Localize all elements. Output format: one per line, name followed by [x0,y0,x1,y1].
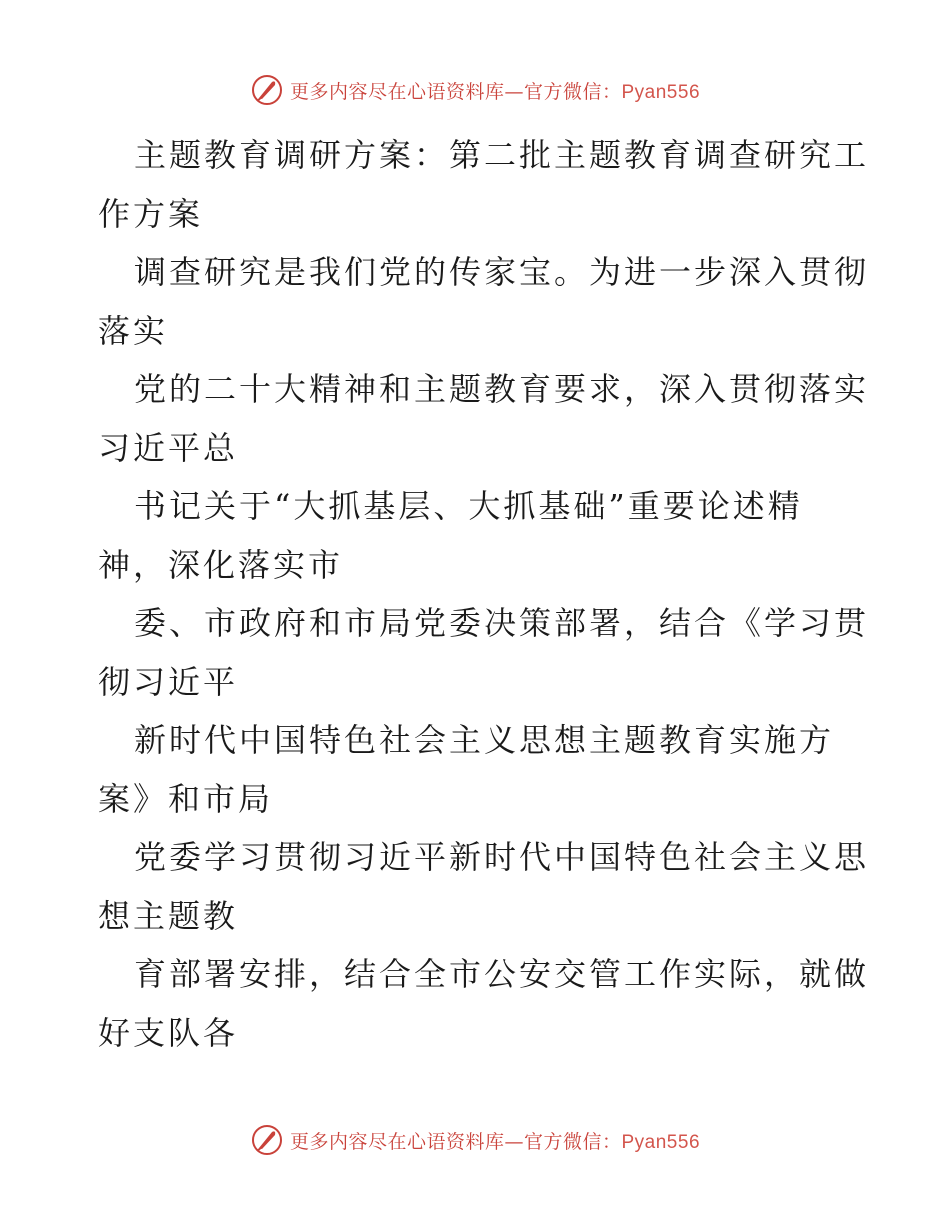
text-line: 党的二十大精神和主题教育要求，深入贯彻落实 [134,370,870,408]
text-line: 育部署安排，结合全市公安交管工作实际，就做 [134,955,870,993]
text-line: 调查研究是我们党的传家宝。为进一步深入贯彻 [134,253,870,291]
watermark-text [290,77,700,104]
header-watermark [0,70,950,110]
watermark-wechat-id: Pyan556 [621,1131,701,1153]
watermark-slogan: 更多内容尽在心语资料库—官方微信： [289,1130,622,1153]
text-line: 神，深化落实市 [98,545,344,584]
text-line: 新时代中国特色社会主义思想主题教育实施方 [134,721,835,759]
footer-watermark [0,1120,950,1160]
text-line: 案》和市局 [98,779,274,818]
text-line: 主题教育调研方案：第二批主题教育调查研究工 [134,136,870,174]
watermark-slogan: 更多内容尽在心语资料库—官方微信： [289,80,622,103]
feather-pen-logo-icon [250,1123,284,1157]
text-line: 落实 [98,311,169,350]
text-line: 委、市政府和市局党委决策部署，结合《学习贯 [134,604,870,642]
text-line: 想主题教 [98,896,239,935]
text-line: 党委学习贯彻习近平新时代中国特色社会主义思 [134,838,870,876]
watermark-wechat-id: Pyan556 [621,81,701,103]
feather-pen-logo-icon [250,73,284,107]
watermark-text [290,1127,700,1154]
text-line: 好支队各 [98,1013,239,1052]
text-line: 习近平总 [98,428,239,467]
document-body [98,126,870,1062]
text-line: 彻习近平 [98,662,239,701]
text-line: 书记关于“大抓基层、大抓基础”重要论述精 [134,487,803,525]
text-line: 作方案 [98,194,204,233]
